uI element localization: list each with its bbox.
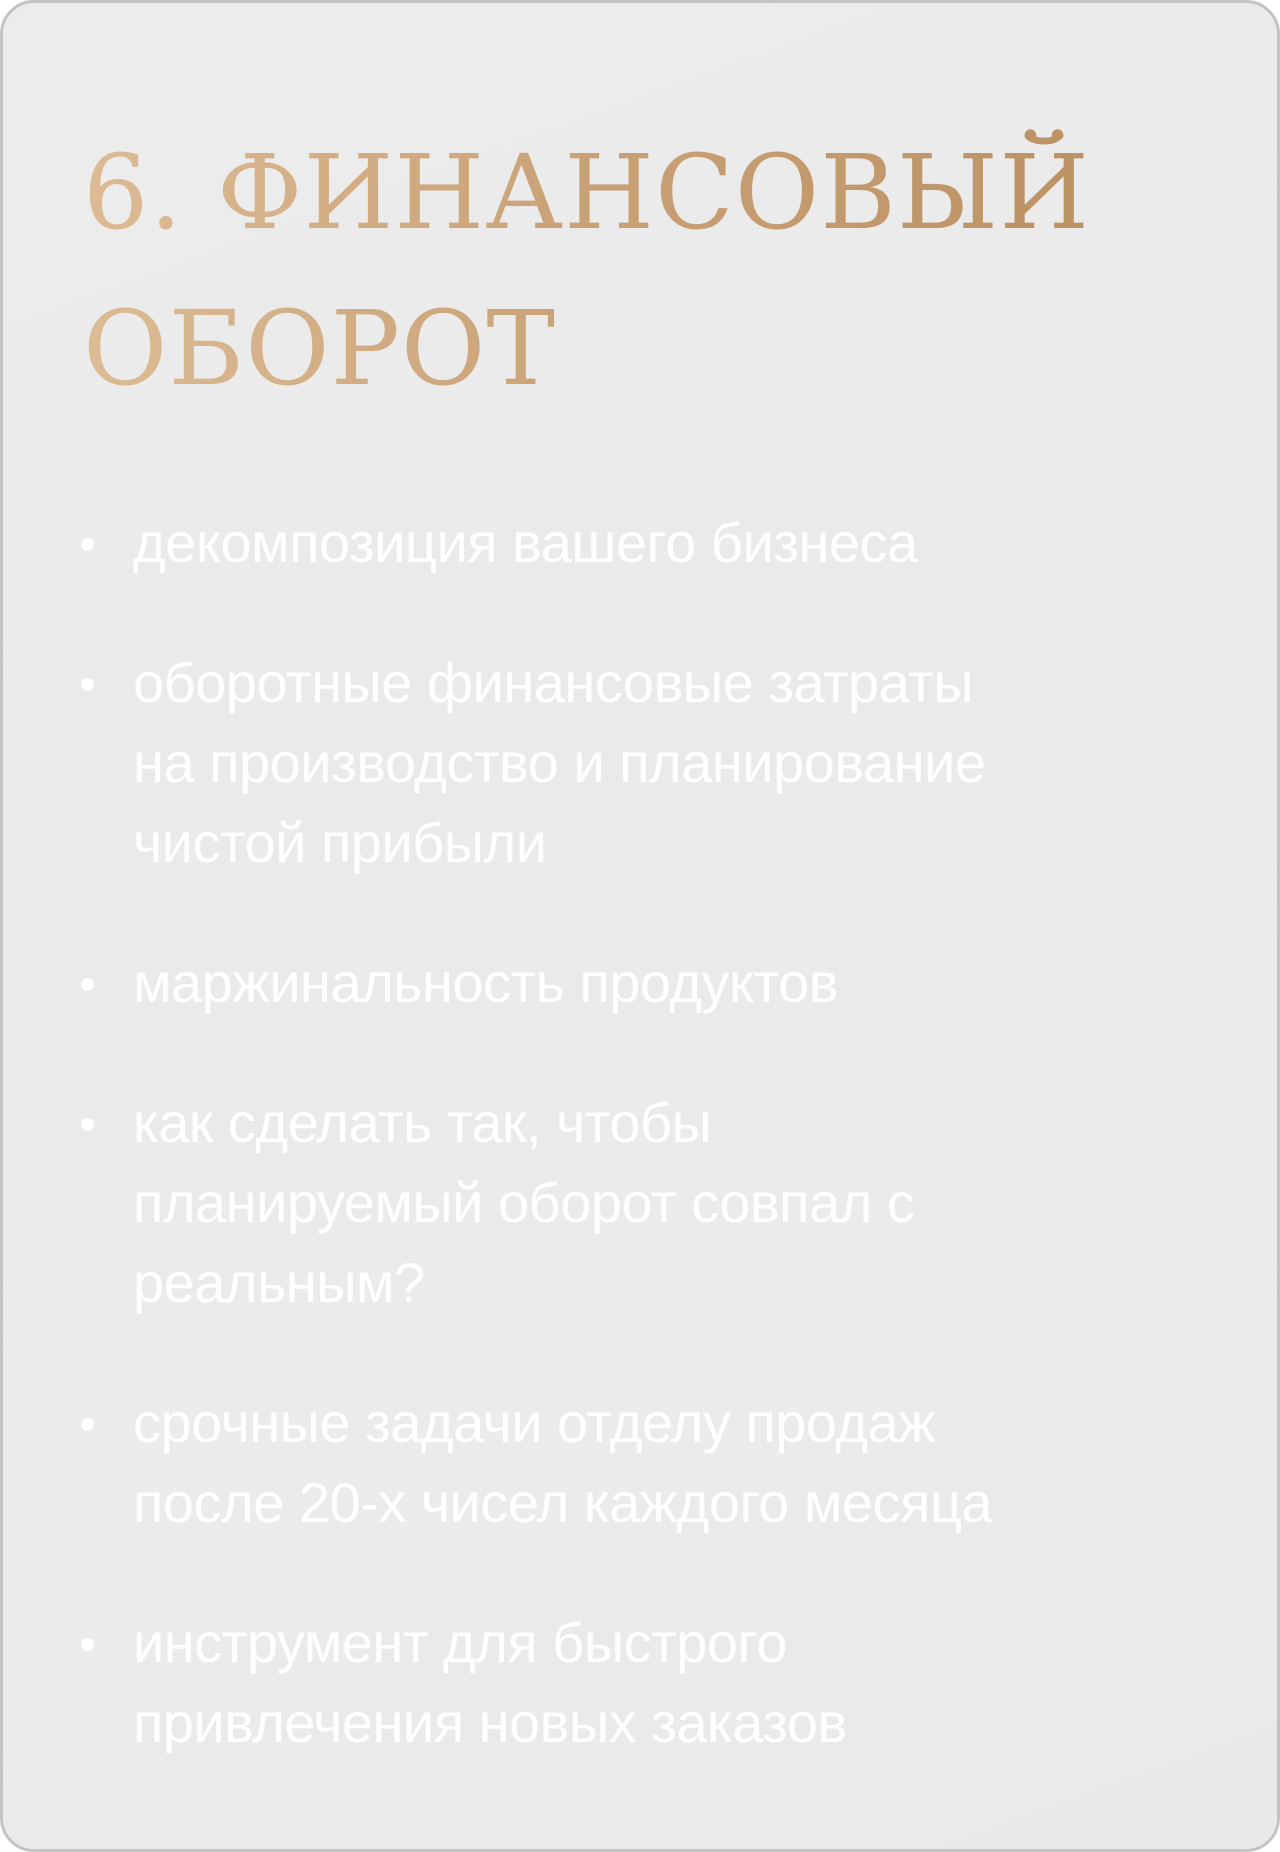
bullet-icon bbox=[81, 978, 94, 991]
card-title bbox=[83, 115, 1203, 427]
list-item-text: декомпозиция вашего бизнеса bbox=[133, 511, 918, 574]
list-item-3 bbox=[75, 943, 1195, 1023]
list-item-2 bbox=[75, 643, 1195, 883]
card-title-line-2: ОБОРОТ bbox=[83, 289, 557, 409]
list-item-text: как сделать так, чтобы планируемый оборот совпал с реальным? bbox=[133, 1091, 915, 1314]
list-item-text: срочные задачи отделу продаж после 20-х чисел каждого месяца bbox=[133, 1391, 993, 1534]
bullet-icon bbox=[81, 1638, 94, 1651]
bullet-list bbox=[75, 503, 1195, 1763]
bullet-icon bbox=[81, 678, 94, 691]
list-item-6 bbox=[75, 1603, 1195, 1763]
list-item-5 bbox=[75, 1383, 1195, 1543]
list-item-4 bbox=[75, 1083, 1195, 1323]
bullet-icon bbox=[81, 1118, 94, 1131]
bullet-icon bbox=[81, 1418, 94, 1431]
list-item-text: оборотные финансовые затраты на производство и планирование чистой прибыли bbox=[133, 651, 986, 874]
list-item-text: инструмент для быстрого привлечения новых заказов bbox=[133, 1611, 847, 1754]
list-item-text: маржинальность продуктов bbox=[133, 951, 839, 1014]
bullet-icon bbox=[81, 538, 94, 551]
card-title-line-1: 6. ФИНАНСОВЫЙ bbox=[83, 133, 1091, 253]
list-item-1 bbox=[75, 503, 1195, 583]
